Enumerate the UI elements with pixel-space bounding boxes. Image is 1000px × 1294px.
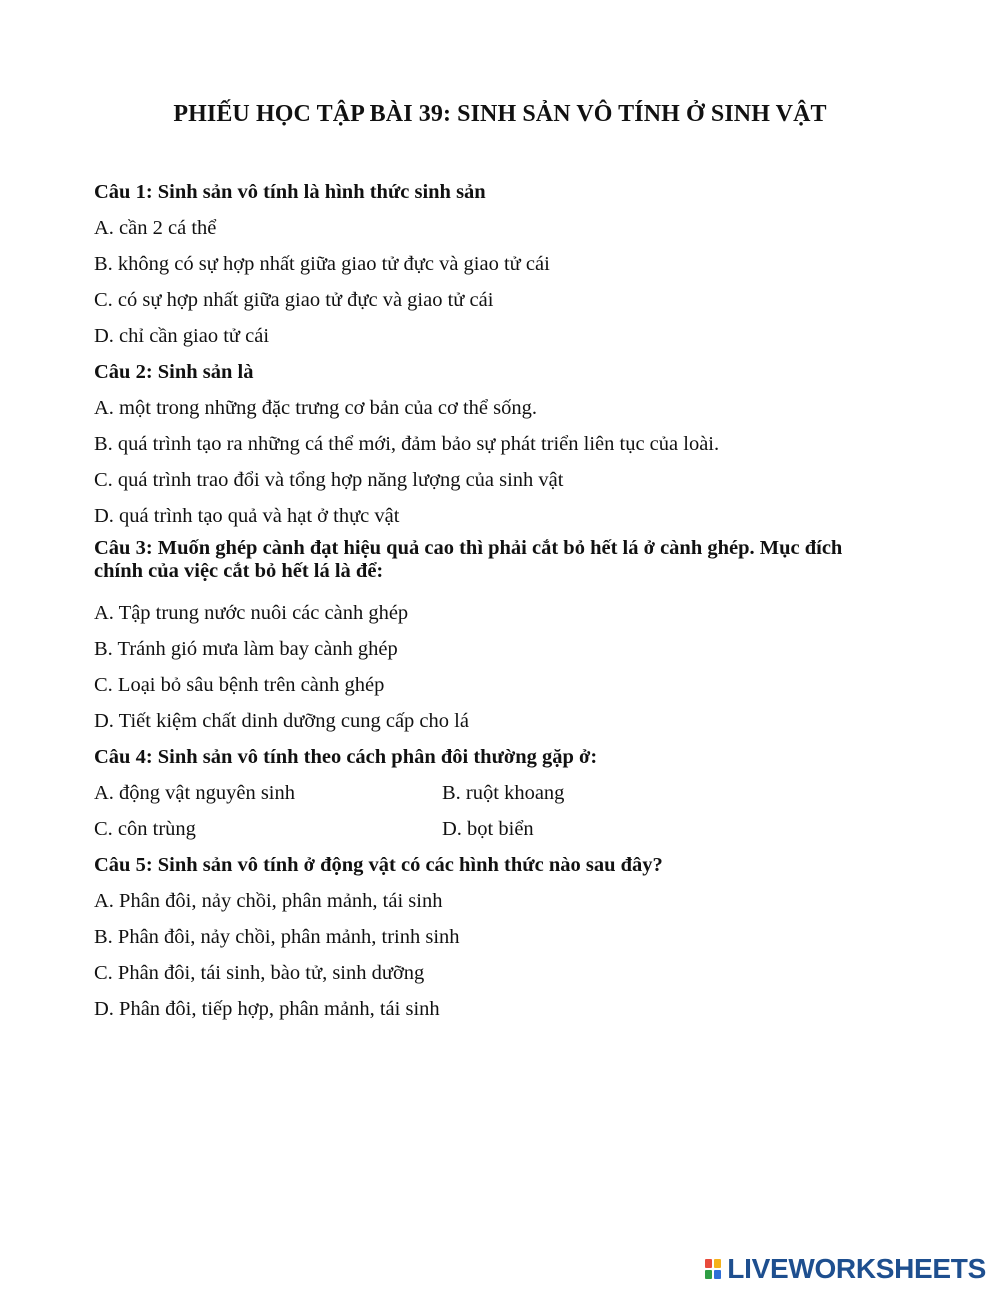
question-5-option-b: B. Phân đôi, nảy chồi, phân mảnh, trinh sinh — [94, 926, 460, 948]
question-2-option-b: B. quá trình tạo ra những cá thể mới, đảm bảo sự phát triển liên tục của loài. — [94, 433, 720, 455]
question-5-option-d: D. Phân đôi, tiếp hợp, phân mảnh, tái sinh — [94, 998, 440, 1020]
question-2-option-c: C. quá trình trao đổi và tổng hợp năng lượng của sinh vật — [94, 469, 564, 491]
question-3: Câu 3: Muốn ghép cành đạt hiệu quả cao thì phải cắt bỏ hết lá ở cành ghép. Mục đích chính của việc cắt bỏ hết lá là để: — [94, 537, 843, 582]
logo-square-yellow — [714, 1259, 721, 1268]
question-4-option-c: C. côn trùng — [94, 818, 196, 840]
question-2-option-a: A. một trong những đặc trưng cơ bản của cơ thể sống. — [94, 397, 537, 419]
liveworksheets-watermark — [705, 1254, 986, 1284]
page-title: PHIẾU HỌC TẬP BÀI 39: SINH SẢN VÔ TÍNH Ở SINH VẬT — [173, 101, 827, 127]
question-1-option-d: D. chỉ cần giao tử cái — [94, 325, 270, 347]
question-5-option-c: C. Phân đôi, tái sinh, bào tử, sinh dưỡng — [94, 962, 425, 984]
question-2: Câu 2: Sinh sản là — [94, 361, 254, 383]
question-3-option-a: A. Tập trung nước nuôi các cành ghép — [94, 602, 409, 624]
liveworksheets-logo-icon — [705, 1259, 721, 1279]
question-5-option-a: A. Phân đôi, nảy chồi, phân mảnh, tái sinh — [94, 890, 443, 912]
question-4-row-2 — [94, 815, 894, 851]
question-4: Câu 4: Sinh sản vô tính theo cách phân đôi thường gặp ở: — [94, 746, 598, 768]
question-4-option-d: D. bọt biển — [442, 818, 534, 840]
question-list — [94, 178, 894, 1031]
question-3-option-b: B. Tránh gió mưa làm bay cành ghép — [94, 638, 398, 660]
question-3-option-d: D. Tiết kiệm chất dinh dưỡng cung cấp cho lá — [94, 710, 469, 732]
question-1: Câu 1: Sinh sản vô tính là hình thức sinh sản — [94, 181, 486, 203]
question-1-option-c: C. có sự hợp nhất giữa giao tử đực và giao tử cái — [94, 289, 494, 311]
question-5: Câu 5: Sinh sản vô tính ở động vật có các hình thức nào sau đây? — [94, 854, 663, 876]
question-4-option-b: B. ruột khoang — [442, 782, 565, 804]
question-4-row-1 — [94, 779, 894, 815]
question-3-option-c: C. Loại bỏ sâu bệnh trên cành ghép — [94, 674, 385, 696]
question-2-option-d: D. quá trình tạo quả và hạt ở thực vật — [94, 505, 400, 527]
logo-square-blue — [714, 1270, 721, 1279]
watermark-text: LIVEWORKSHEETS — [727, 1253, 986, 1284]
logo-square-red — [705, 1259, 712, 1268]
logo-square-green — [705, 1270, 712, 1279]
question-4-option-a: A. động vật nguyên sinh — [94, 782, 295, 804]
question-1-option-b: B. không có sự hợp nhất giữa giao tử đực và giao tử cái — [94, 253, 550, 275]
question-1-option-a: A. cần 2 cá thể — [94, 217, 217, 239]
